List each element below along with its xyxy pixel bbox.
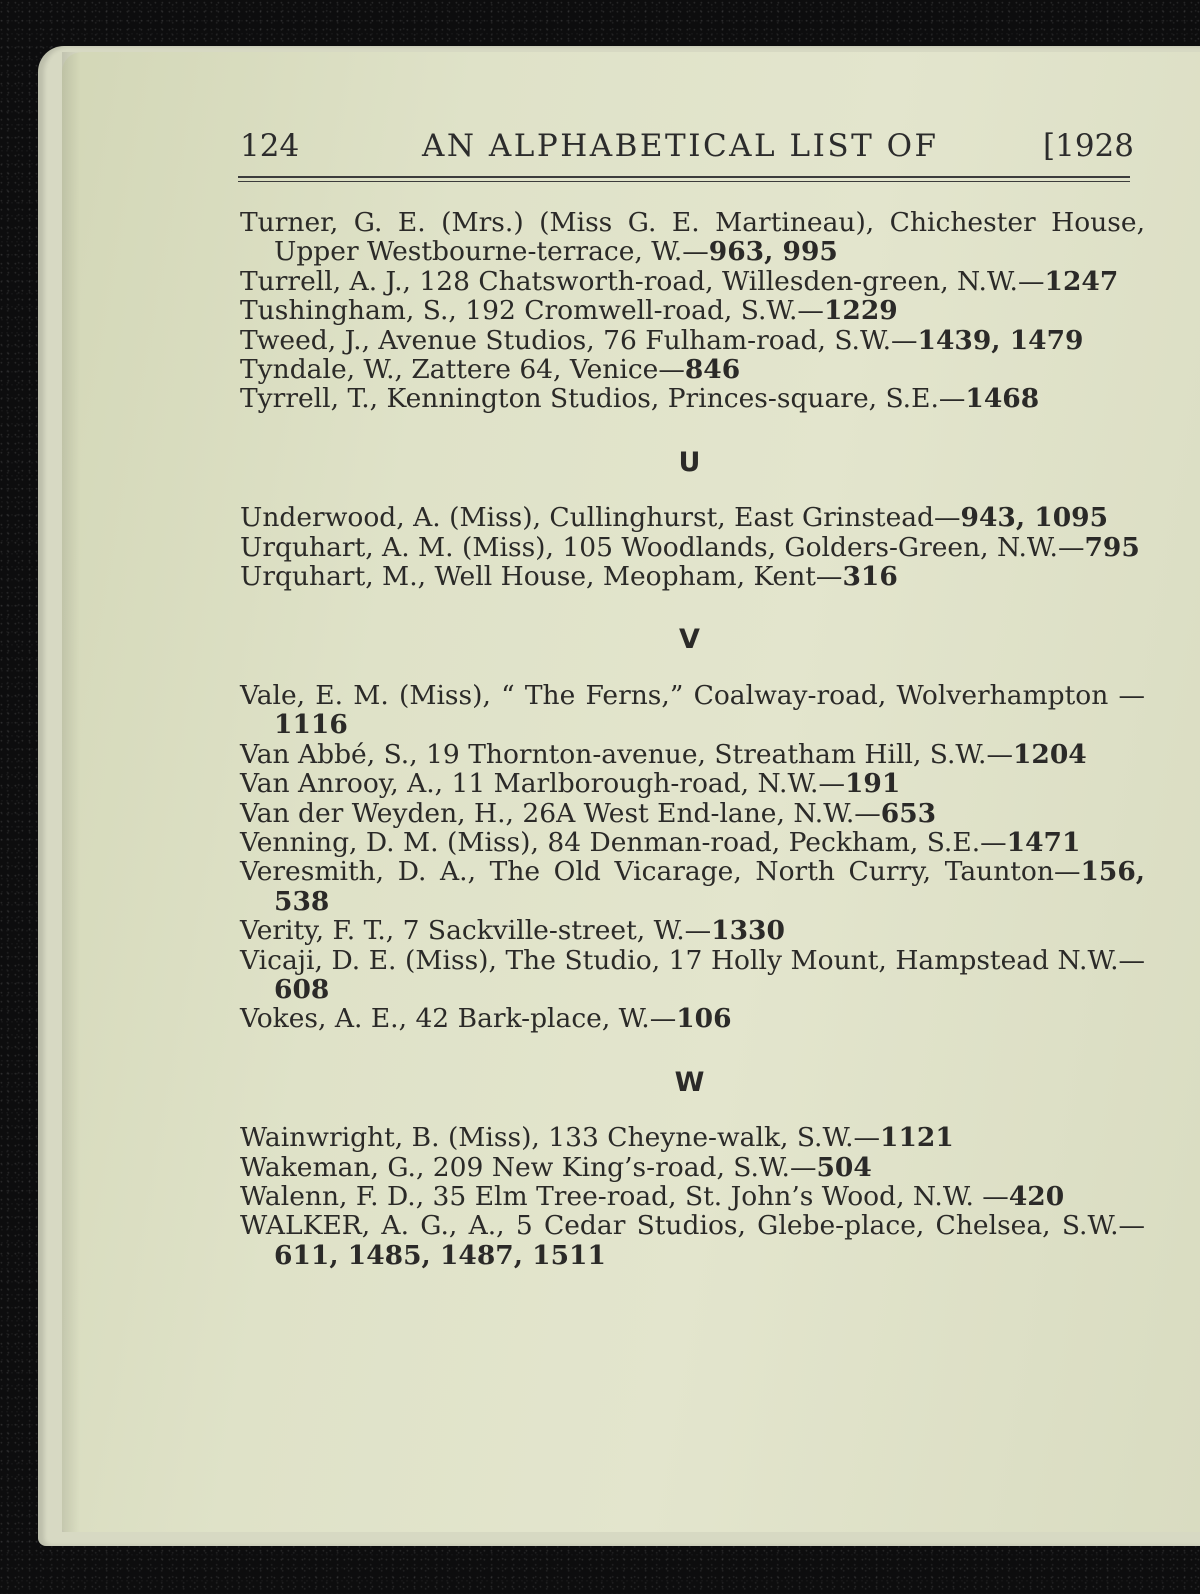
entry-list: [240, 208, 1145, 1270]
list-entry: Tushingham, S., 192 Cromwell-road, S.W.—1229: [240, 295, 898, 327]
list-entry: Turrell, A. J., 128 Chatsworth-road, Willesden-green, N.W.—1247: [240, 265, 1119, 297]
section-u: [240, 503, 1145, 591]
page-number: 124: [240, 128, 300, 164]
list-entry: Van Abbé, S., 19 Thornton-avenue, Streatham Hill, S.W.—1204: [240, 738, 1087, 770]
list-entry: WALKER, A. G., A., 5 Cedar Studios, Glebe-place, Chelsea, S.W.—611, 1485, 1487, 1511: [240, 1210, 1145, 1271]
list-entry: Wakeman, G., 209 New King’s-road, S.W.—504: [240, 1151, 872, 1183]
header-year: [1928: [1043, 128, 1134, 164]
section-t: [240, 208, 1145, 414]
list-entry: Venning, D. M. (Miss), 84 Denman-road, Peckham, S.E.—1471: [240, 826, 1081, 858]
list-entry: Veresmith, D. A., The Old Vicarage, North Curry, Taunton—156, 538: [240, 856, 1145, 917]
list-entry: Urquhart, A. M. (Miss), 105 Woodlands, Golders-Green, N.W.—795: [240, 531, 1140, 563]
page-title: AN ALPHABETICAL LIST OF: [422, 128, 939, 164]
section-letter-v: V: [679, 624, 700, 656]
list-entry: Vale, E. M. (Miss), “ The Ferns,” Coalway-road, Wolverhampton —1116: [240, 679, 1145, 741]
list-entry: Walenn, F. D., 35 Elm Tree-road, St. John’s Wood, N.W. —420: [240, 1180, 1065, 1212]
list-entry: Wainwright, B. (Miss), 133 Cheyne-walk, S.W.—1121: [240, 1122, 954, 1154]
section-v: [240, 681, 1145, 1034]
list-entry: Verity, F. T., 7 Sackville-street, W.—1330: [240, 915, 785, 947]
list-entry: Vokes, A. E., 42 Bark-place, W.—106: [240, 1003, 732, 1035]
section-letter-w: W: [674, 1066, 705, 1098]
list-entry: Underwood, A. (Miss), Cullinghurst, East Grinstead—943, 1095: [240, 502, 1109, 534]
list-entry: Turner, G. E. (Mrs.) (Miss G. E. Martineau), Chichester House, Upper Westbourne-terrace, W.—963, 995: [240, 207, 1145, 268]
list-entry: Tweed, J., Avenue Studios, 76 Fulham-road, S.W.—1439, 1479: [240, 324, 1084, 356]
section-w: [240, 1123, 1145, 1270]
list-entry: Van Anrooy, A., 11 Marlborough-road, N.W.—191: [240, 768, 901, 800]
list-entry: Van der Weyden, H., 26A West End-lane, N.W.—653: [240, 797, 937, 829]
list-entry: Tyndale, W., Zattere 64, Venice—846: [240, 354, 741, 386]
list-entry: Urquhart, M., Well House, Meopham, Kent—316: [240, 561, 898, 593]
section-letter-u: U: [678, 446, 701, 478]
header-rule: [238, 176, 1130, 182]
list-entry: Tyrrell, T., Kennington Studios, Princes-square, S.E.—1468: [240, 383, 1040, 415]
list-entry: Vicaji, D. E. (Miss), The Studio, 17 Holly Mount, Hampstead N.W.—608: [240, 944, 1145, 1005]
running-header: [240, 128, 1134, 168]
